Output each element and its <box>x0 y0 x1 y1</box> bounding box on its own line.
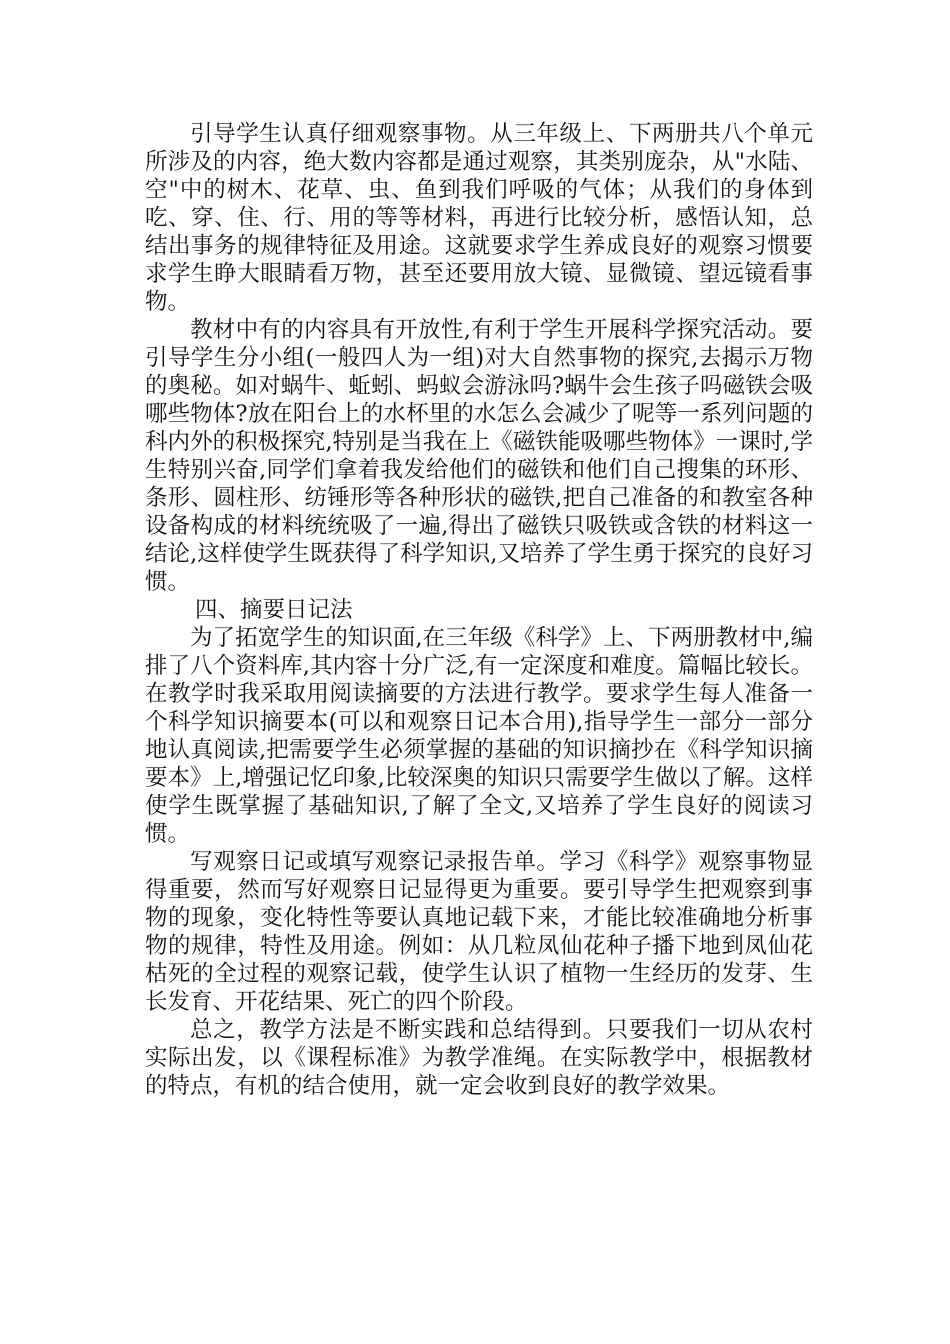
paragraph-observation: 引导学生认真仔细观察事物。从三年级上、下两册共八个单元所涉及的内容，绝大数内容都是通过观察，其类别庞杂，从"水陆、空"中的树木、花草、虫、鱼到我们呼吸的气体；从我们的身体到吃、穿、住、行、用的等等材料，再进行比较分析，感悟认知，总结出事务的规律特征及用途。这就要求学生养成良好的观察习惯要求学生睁大眼睛看万物，甚至还要用放大镜、显微镜、望远镜看事物。 <box>145 121 813 315</box>
paragraph-summary-method: 为了拓宽学生的知识面,在三年级《科学》上、下两册教材中,编排了八个资料库,其内容十分广泛,有一定深度和难度。篇幅比较长。在教学时我采取用阅读摘要的方法进行教学。要求学生每人准备一个科学知识摘要本(可以和观察日记本合用),指导学生一部分一部分地认真阅读,把需要学生必须掌握的基础的知识摘抄在《科学知识摘要本》上,增强记忆印象,比较深奥的知识只需要学生做以了解。这样使学生既掌握了基础知识,了解了全文,又培养了学生良好的阅读习惯。 <box>145 625 813 847</box>
paragraph-conclusion: 总之，教学方法是不断实践和总结得到。只要我们一切从农村实际出发，以《课程标准》为教学准绳。在实际教学中，根据教材的特点，有机的结合使用，就一定会收到良好的教学效果。 <box>145 1017 813 1099</box>
paragraph-diary: 写观察日记或填写观察记录报告单。学习《科学》观察事物显得重要，然而写好观察日记显得更为重要。要引导学生把观察到事物的现象，变化特性等要认真地记载下来，才能比较准确地分析事物的规律，特性及用途。例如：从几粒凤仙花种子播下地到凤仙花枯死的全过程的观察记载，使学生认识了植物一生经历的发芽、生长发育、开花结果、死亡的四个阶段。 <box>145 849 813 1015</box>
document-body <box>145 120 813 1100</box>
section-heading: 四、摘要日记法 <box>195 597 353 623</box>
paragraph-inquiry: 教材中有的内容具有开放性,有利于学生开展科学探究活动。要引导学生分小组(一般四人为一组)对大自然事物的探究,去揭示万物的奥秘。如对蜗牛、蚯蚓、蚂蚁会游泳吗?蜗牛会生孩子吗磁铁会吸哪些物体?放在阳台上的水杯里的水怎么会减少了呢等一系列问题的科内外的积极探究,特别是当我在上《磁铁能吸哪些物体》一课时,学生特别兴奋,同学们拿着我发给他们的磁铁和他们自己搜集的环形、条形、圆柱形、纺锤形等各种形状的磁铁,把自己准备的和教室各种设备构成的材料统统吸了一遍,得出了磁铁只吸铁或含铁的材料这一结论,这样使学生既获得了科学知识,又培养了学生勇于探究的良好习惯。 <box>145 317 813 595</box>
